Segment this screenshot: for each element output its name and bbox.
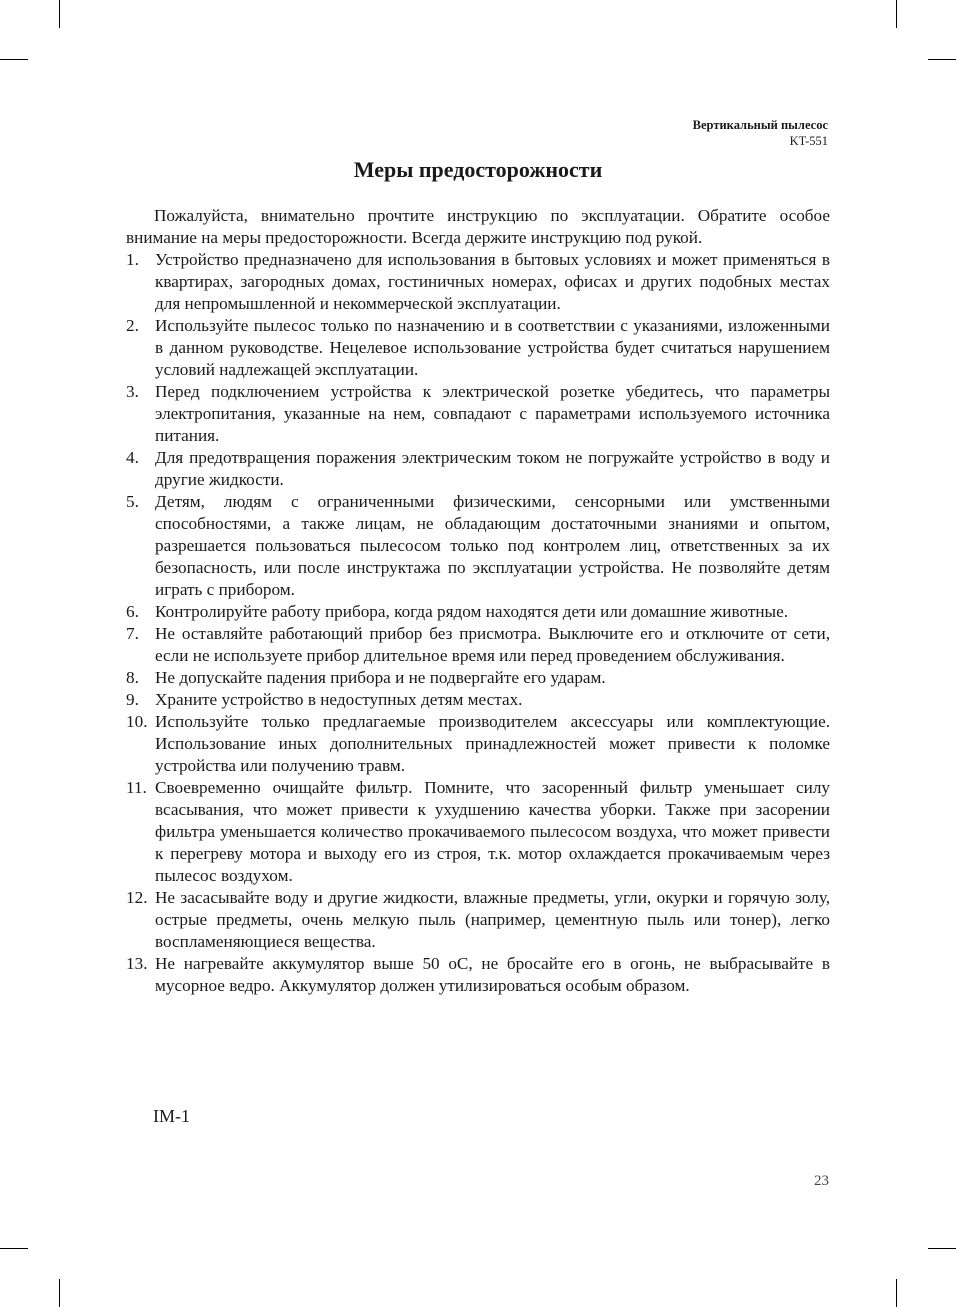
item-text: Устройство предназначено для использования в бытовых условиях и может применяться в квартирах, загородных домах, гостиничных номерах, офисах и других подобных местах для непромышленной и некоммерческой эксплуатации. [155, 250, 830, 313]
item-number: 4. [126, 448, 139, 467]
running-header [693, 117, 828, 149]
item-text: Детям, людям с ограниченными физическими, сенсорными или умственными способностями, а также лицам, не обладающим достаточными знаниями и опытом, разрешается пользоваться пылесосом только под контролем лиц, ответственных за их безопасность, или после инструктажа по эксплуатации устройства. Не позволяйте детям играть с прибором. [155, 492, 830, 599]
item-number: 10. [126, 712, 148, 731]
list-item [126, 887, 830, 953]
list-item [126, 623, 830, 667]
list-item [126, 447, 830, 491]
list-item [126, 315, 830, 381]
precautions-list [126, 249, 830, 997]
item-text: Не нагревайте аккумулятор выше 50 oC, не бросайте его в огонь, не выбрасывайте в мусорное ведро. Аккумулятор должен утилизироваться особым образом. [155, 954, 830, 995]
item-text: Контролируйте работу прибора, когда рядом находятся дети или домашние животные. [155, 602, 789, 621]
crop-mark-bottom-right-vertical [896, 1279, 897, 1307]
item-number: 2. [126, 316, 139, 335]
intro-paragraph: Пожалуйста, внимательно прочтите инструкцию по эксплуатации. Обратите особое внимание на меры предосторожности. Всегда держите инструкцию под рукой. [126, 206, 830, 247]
list-item [126, 381, 830, 447]
list-item [126, 953, 830, 997]
item-number: 13. [126, 954, 148, 973]
item-number: 12. [126, 888, 148, 907]
crop-mark-bottom-left-horizontal [0, 1248, 28, 1249]
crop-mark-top-left-horizontal [0, 59, 28, 60]
list-item [126, 711, 830, 777]
page-number: 23 [814, 1173, 829, 1189]
item-text: Храните устройство в недоступных детям местах. [155, 690, 523, 709]
list-item [126, 689, 830, 711]
list-item [126, 667, 830, 689]
item-number: 3. [126, 382, 139, 401]
item-number: 6. [126, 602, 139, 621]
main-content [126, 205, 830, 997]
item-number: 8. [126, 668, 139, 687]
crop-mark-bottom-right-horizontal [928, 1248, 956, 1249]
item-text: Не оставляйте работающий прибор без присмотра. Выключите его и отключите от сети, если не используете прибор длительное время или перед проведением обслуживания. [155, 624, 830, 665]
item-number: 1. [126, 250, 139, 269]
list-item [126, 601, 830, 623]
list-item [126, 777, 830, 887]
header-product-title: Вертикальный пылесос [692, 118, 828, 132]
crop-mark-top-left-vertical [59, 0, 60, 28]
crop-mark-bottom-left-vertical [59, 1279, 60, 1307]
header-model: KT-551 [789, 134, 828, 148]
list-item [126, 491, 830, 601]
item-text: Не засасывайте воду и другие жидкости, влажные предметы, угли, окурки и горячую золу, острые предметы, очень мелкую пыль (например, цементную пыль или тонер), легко воспламеняющиеся вещества. [155, 888, 830, 951]
item-number: 7. [126, 624, 139, 643]
crop-mark-top-right-horizontal [928, 59, 956, 60]
item-text: Перед подключением устройства к электрической розетке убедитесь, что параметры электропитания, указанные на нем, совпадают с параметрами используемого источника питания. [155, 382, 830, 445]
item-text: Используйте пылесос только по назначению и в соответствии с указаниями, изложенными в данном руководстве. Нецелевое использование устройства будет считаться нарушением условий надлежащей эксплуатации. [155, 316, 830, 379]
item-number: 9. [126, 690, 139, 709]
item-text: Используйте только предлагаемые производителем аксессуары или комплектующие. Использование иных дополнительных принадлежностей может привести к поломке устройства или получению травм. [155, 712, 830, 775]
instruction-code: IM-1 [153, 1106, 190, 1126]
list-item [126, 249, 830, 315]
item-number: 5. [126, 492, 139, 511]
item-text: Своевременно очищайте фильтр. Помните, что засоренный фильтр уменьшает силу всасывания, что может привести к ухудшению качества уборки. Также при засорении фильтра уменьшается количество прокачиваемого пылесосом воздуха, что может привести к перегреву мотора и выходу его из строя, т.к. мотор охлаждается прокачиваемым через пылесос воздухом. [155, 778, 830, 885]
crop-mark-top-right-vertical [896, 0, 897, 28]
item-text: Для предотвращения поражения электрическим током не погружайте устройство в воду и другие жидкости. [155, 448, 830, 489]
page-title: Меры предосторожности [353, 157, 603, 182]
item-text: Не допускайте падения прибора и не подвергайте его ударам. [155, 668, 606, 687]
item-number: 11. [126, 778, 147, 797]
